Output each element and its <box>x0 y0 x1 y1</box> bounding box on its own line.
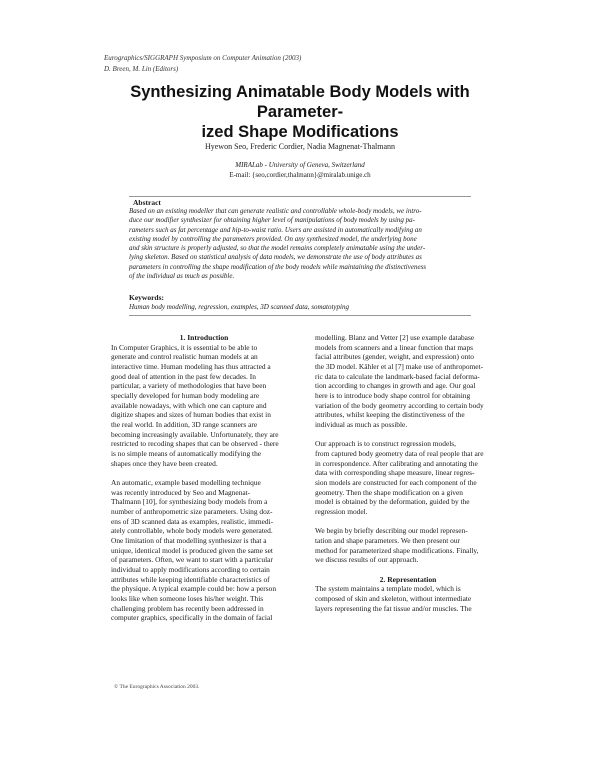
text-line: of parameters. Often, we want to start with a particular <box>111 555 273 565</box>
section-heading-representation: 2. Representation <box>379 574 437 584</box>
paragraph <box>111 343 297 469</box>
abstract-heading: Abstract <box>133 198 161 207</box>
text-line: available nowadays, with which one can capture and <box>111 400 267 410</box>
text-line: attributes, whilst keeping the distinctiveness of the <box>315 410 465 420</box>
text-line: modelling. Blanz and Vetter [2] use example database <box>315 333 475 342</box>
running-header <box>104 53 301 74</box>
text-line: shapes once they have been created. <box>111 458 218 468</box>
text-line: tion according to changes in growth and age. Our goal <box>315 381 476 391</box>
text-line: looks like when someone loses his/her weight. This <box>111 594 264 604</box>
text-line: Thalmann [10], for synthesizing body models from a <box>111 497 268 507</box>
title-line-2: ized Shape Modifications <box>201 123 399 141</box>
text-line: method for parameterized shape modifications. Finally, <box>315 545 479 555</box>
abstract-line: rameters such as fat percentage and hip-to-waist ratio. Users are assisted in automatically modifying an <box>129 225 422 234</box>
paragraph <box>315 526 501 565</box>
keywords-bottom-rule <box>129 315 471 316</box>
text-line: computer graphics, specifically in the domain of facial <box>111 613 273 623</box>
text-line: we discuss results of our approach. <box>315 555 419 565</box>
text-line: generate and control realistic human models at an <box>111 352 258 362</box>
abstract-line: parameters in controlling the shape modification of the body models while maintaining the distinctiveness <box>129 262 427 271</box>
text-line: sion models are constructed for each component of the <box>315 478 477 488</box>
text-line: the real world. In addition, 3D range scanners are <box>111 420 258 430</box>
text-line: in correspondence. After calibrating and annotating the <box>315 458 478 468</box>
text-line: model is obtained by the deformation, guided by the <box>315 497 470 507</box>
text-line: Our approach is to construct regression models, <box>315 439 457 449</box>
text-line: regression model. <box>315 507 368 517</box>
text-line: geometry. Then the shape modification on a given <box>315 487 463 497</box>
abstract-line: lying skeleton. Based on statistical analysis of data models, we demonstrate the use of body attributes as <box>129 253 422 262</box>
email: E-mail: {seo,cordier,thalmann}@miralab.unige.ch <box>229 170 371 179</box>
text-line: restricted to recoding shapes that can be observed - there <box>111 439 279 449</box>
abstract-line: duce our modifier synthesizer for obtaining higher level of manipulations of body models by using pa- <box>129 216 415 225</box>
text-line: digitize shapes and sizes of human bodies that exist in <box>111 410 271 420</box>
paper-title <box>90 82 510 142</box>
keywords-text: Human body modelling, regression, examples, 3D scanned data, somatotyping <box>129 303 349 311</box>
text-line: specially developed for human body modeling are <box>111 391 260 401</box>
text-line: We begin by briefly describing our model represen- <box>315 526 468 536</box>
text-line: tation and shape parameters. We then present our <box>315 536 460 546</box>
title-line-1: Synthesizing Animatable Body Models with Parameter- <box>130 83 470 121</box>
abstract-body <box>129 207 471 281</box>
text-line: ately controllable, whole body models were generated. <box>111 526 273 536</box>
paragraph <box>111 478 297 623</box>
text-line: composed of skin and skeleton, without intermediate <box>315 594 472 604</box>
copyright-footer: © The Eurographics Association 2003. <box>114 684 200 690</box>
text-line: attributes while keeping identifiable characteristics of <box>111 574 270 584</box>
keywords-heading: Keywords: <box>129 293 164 302</box>
paragraph <box>315 333 501 430</box>
left-column <box>111 333 297 623</box>
venue-line: Eurographics/SIGGRAPH Symposium on Computer Animation (2003) <box>104 54 302 62</box>
text-line: models from scanners and a linear function that maps <box>315 342 474 352</box>
abstract-line: of the individual as much as possible. <box>129 272 235 281</box>
abstract-line: Based on an existing modeller that can generate realistic and controllable whole-body models, we intro- <box>129 207 422 215</box>
text-line: An automatic, example based modelling technique <box>111 478 261 488</box>
text-line: becoming increasingly available. Unfortunately, they are <box>111 429 279 439</box>
abstract-top-rule <box>129 196 471 197</box>
text-line: ric data to calculate the landmark-based facial deforma- <box>315 371 480 381</box>
abstract-line: and skin structure is properly adjusted, so that the model remains completely animatable using the under- <box>129 244 426 253</box>
text-line: challenging problem has recently been addressed in <box>111 603 264 613</box>
text-line: unique, identical model is produced given the same set <box>111 545 273 555</box>
abstract-line: existing model by controlling the parameters provided. On any synthesized model, the underlying bone <box>129 234 417 243</box>
text-line: In Computer Graphics, it is essential to be able to <box>111 342 258 352</box>
text-line: variation of the body geometry according to certain body <box>315 400 484 410</box>
right-column <box>315 333 501 613</box>
text-line: from captured body geometry data of real people that are <box>315 449 484 459</box>
paragraph <box>315 584 501 613</box>
text-line: data with corresponding shape measure, linear regres- <box>315 468 475 478</box>
author-list: Hyewon Seo, Frederic Cordier, Nadia Magnenat-Thalmann <box>204 142 396 151</box>
text-line: the physique. A typical example could be: how a person <box>111 584 277 594</box>
text-line: particular, a variety of methodologies that have been <box>111 381 267 391</box>
affiliation <box>90 161 510 180</box>
text-line: was recently introduced by Seo and Magnenat- <box>111 487 251 497</box>
editors-line: D. Breen, M. Lin (Editors) <box>104 64 179 73</box>
text-line: good deal of attention in the past few decades. In <box>111 371 256 381</box>
text-line: facial attributes (gender, weight, and expression) onto <box>315 352 474 362</box>
text-line: individual as much as possible. <box>315 420 408 430</box>
text-line: One limitation of that modelling synthesizer is that a <box>111 536 267 546</box>
paragraph <box>315 439 501 516</box>
text-line: individual to apply modifications according to certain <box>111 565 270 575</box>
section-heading-introduction: 1. Introduction <box>179 333 229 342</box>
text-line: The system maintains a template model, which is <box>315 584 461 594</box>
text-line: here is to introduce body shape control for obtaining <box>315 391 471 401</box>
text-line: layers representing the fat tissue and/or muscles. The <box>315 603 472 613</box>
text-line: is no simple means of automatically modifying the <box>111 449 262 459</box>
text-line: interactive time. Human modeling has thus attracted a <box>111 362 271 372</box>
text-line: number of anthropometric size parameters. Using doz- <box>111 507 273 517</box>
institution: MIRALab - University of Geneva, Switzerland <box>235 161 365 169</box>
text-line: ens of 3D scanned data as examples, realistic, immedi- <box>111 516 274 526</box>
text-line: the 3D model. Kähler et al [7] make use of anthropomet- <box>315 362 484 372</box>
